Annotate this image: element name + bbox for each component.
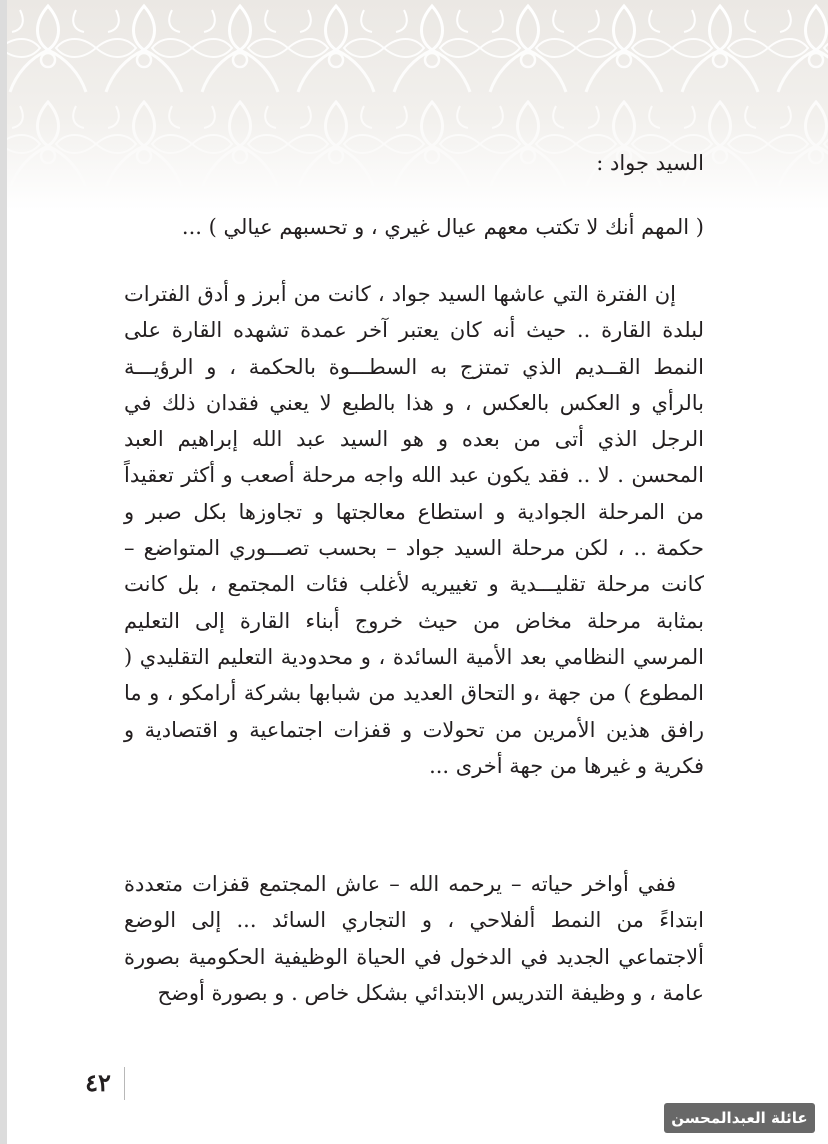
page-left-edge	[0, 0, 7, 1144]
page-number: ٤٢	[85, 1068, 111, 1097]
paragraph-1	[124, 276, 704, 784]
page-number-divider	[124, 1067, 125, 1100]
paragraph-2-text: ففي أواخر حياته – يرحمه الله – عاش المجتمع قفزات متعددة ابتداءً من النمط ألفلاحي ، و التجاري السائد ... إلى الوضع ألاجتماعي الجديد في الدخول في الحياة الوظيفية الحكومية بصورة عامة ، و وظيفة التدريس الابتدائي بشكل خاص . و بصورة أوضح	[124, 872, 704, 1005]
paragraph-2	[124, 866, 704, 1011]
speaker-label: السيد جواد :	[596, 151, 704, 175]
paragraph-1-text: إن الفترة التي عاشها السيد جواد ، كانت من أبرز و أدق الفترات لبلدة القارة .. حيث أنه كان يعتبر آخر عمدة تشهده القارة على النمط القــديم الذي تمتزج به السطـــوة بالحكمة ، و الرؤيـــة بالرأي و العكس بالعكس ، و هذا بالطبع لا يعني فقدان ذلك في الرجل الذي أتى من بعده و هو السيد عبد الله إبراهيم العبد المحسن . لا .. فقد يكون عبد الله واجه مرحلة أصعب و أكثر تعقيداً من المرحلة الجوادية و استطاع معالجتها و تجاوزها بكل صبر و حكمة .. ، لكن مرحلة السيد جواد – بحسب تصـــوري المتواضع – كانت مرحلة تقليـــدية و تغييريه لأغلب فئات المجتمع ، بل كانت بمثابة مرحلة مخاض من حيث خروج أبناء القارة إلى التعليم المرسي النظامي بعد الأمية السائدة ، و محدودية التعليم التقليدي ( المطوع ) من جهة ،و التحاق العديد من شبابها بشركة أرامكو ، و ما رافق هذين الأمرين من تحولات و قفزات اجتماعية و اقتصادية و فكرية و غيرها من جهة أخرى ...	[124, 282, 704, 778]
quote-line: ( المهم أنك لا تكتب معهم عيال غيري ، و تحسبهم عيالي ) ...	[181, 215, 704, 239]
watermark-badge: عائلة العبدالمحسن	[664, 1103, 815, 1133]
